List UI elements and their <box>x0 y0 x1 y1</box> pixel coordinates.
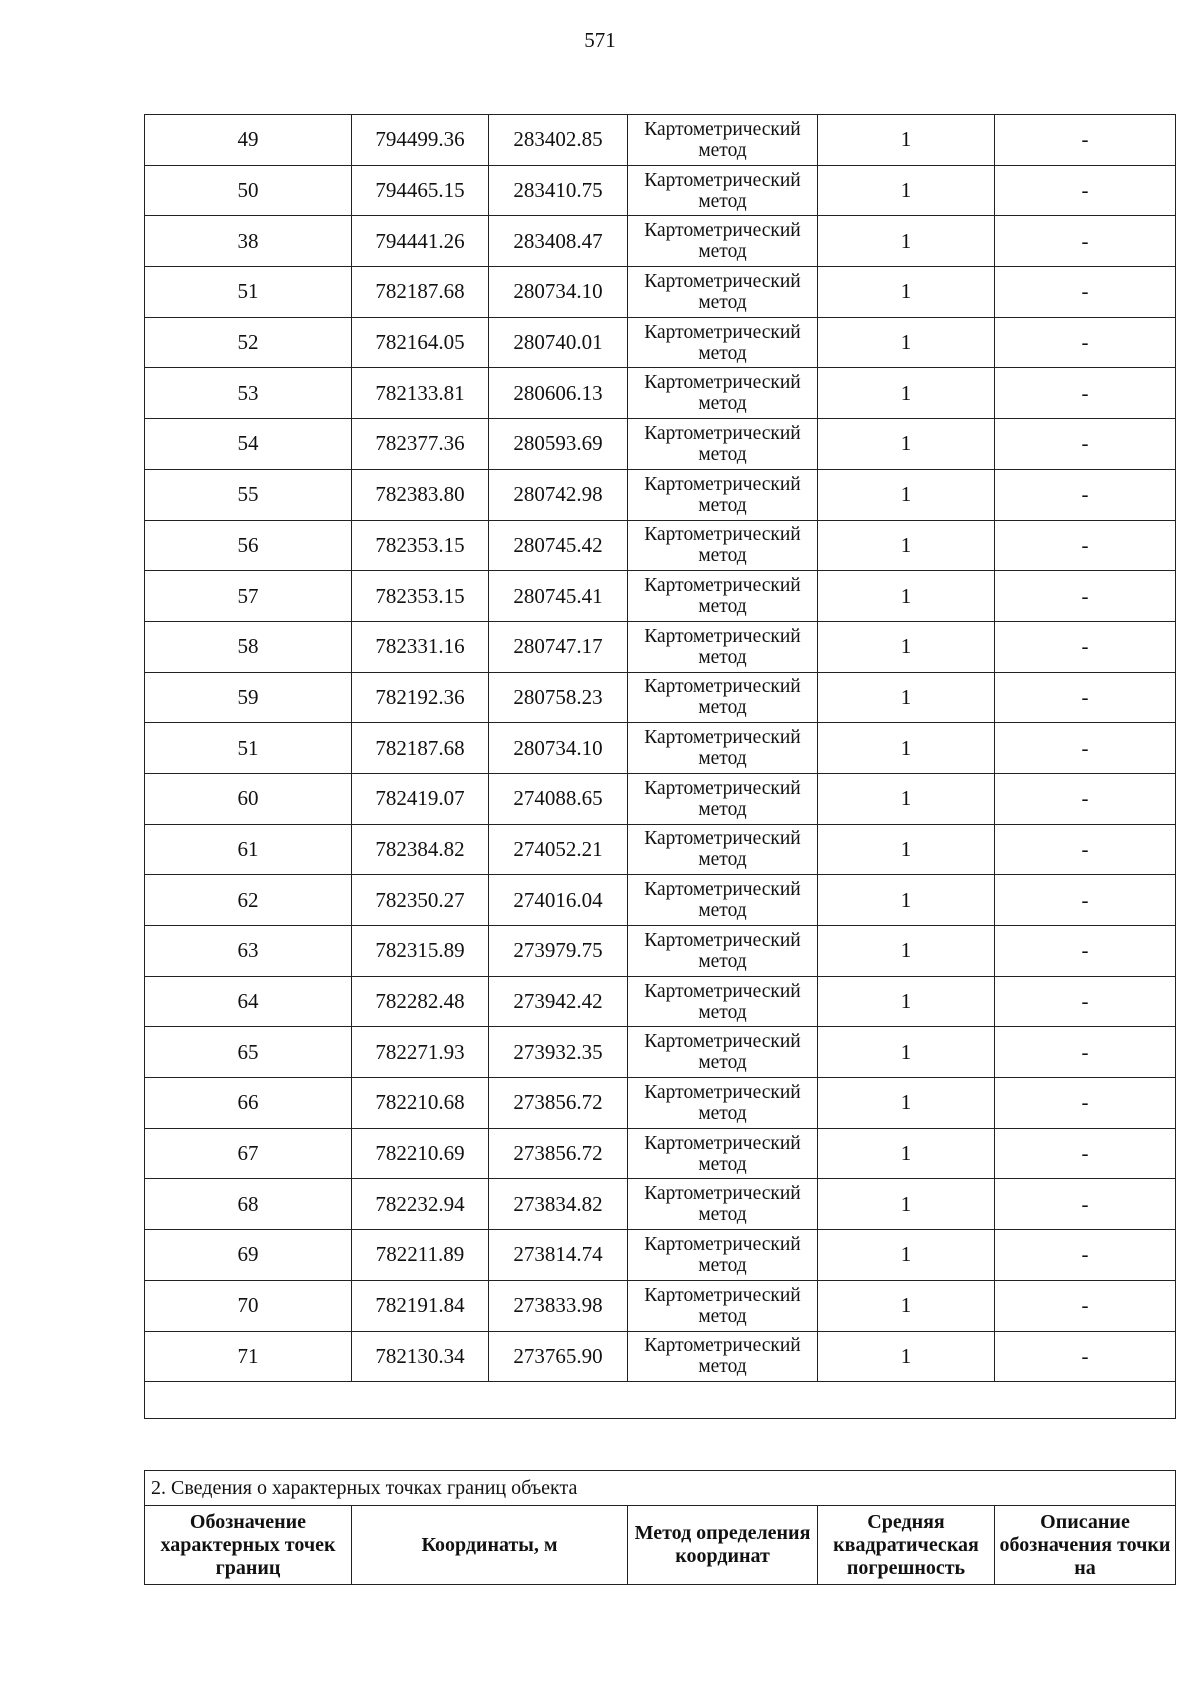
cell-description: - <box>995 216 1176 267</box>
cell-y: 280745.42 <box>489 520 628 571</box>
cell-x: 794465.15 <box>352 165 489 216</box>
cell-error: 1 <box>818 216 995 267</box>
cell-point: 69 <box>145 1230 352 1281</box>
table-row <box>145 773 1176 824</box>
cell-x: 782383.80 <box>352 469 489 520</box>
cell-point: 64 <box>145 976 352 1027</box>
cell-method: Картометрический метод <box>628 875 818 926</box>
cell-description: - <box>995 1078 1176 1129</box>
cell-y: 280758.23 <box>489 672 628 723</box>
boundary-points-table <box>144 114 1176 1419</box>
cell-method: Картометрический метод <box>628 216 818 267</box>
cell-point: 65 <box>145 1027 352 1078</box>
object-boundary-points-table <box>144 1470 1176 1585</box>
cell-description: - <box>995 672 1176 723</box>
cell-x: 794499.36 <box>352 115 489 166</box>
cell-x: 782282.48 <box>352 976 489 1027</box>
cell-x: 782232.94 <box>352 1179 489 1230</box>
cell-point: 71 <box>145 1331 352 1382</box>
table-row <box>145 571 1176 622</box>
cell-method: Картометрический метод <box>628 267 818 318</box>
table-row <box>145 368 1176 419</box>
cell-y: 283402.85 <box>489 115 628 166</box>
cell-error: 1 <box>818 571 995 622</box>
cell-method: Картометрический метод <box>628 469 818 520</box>
table-row <box>145 1280 1176 1331</box>
cell-method: Картометрический метод <box>628 1230 818 1281</box>
cell-error: 1 <box>818 723 995 774</box>
cell-description: - <box>995 621 1176 672</box>
cell-y: 273814.74 <box>489 1230 628 1281</box>
section-title: 2. Сведения о характерных точках границ объекта <box>145 1471 1176 1506</box>
cell-point: 51 <box>145 267 352 318</box>
cell-y: 273834.82 <box>489 1179 628 1230</box>
cell-description: - <box>995 571 1176 622</box>
cell-y: 283408.47 <box>489 216 628 267</box>
section-title-row <box>145 1471 1176 1506</box>
table-row <box>145 672 1176 723</box>
cell-error: 1 <box>818 469 995 520</box>
cell-point: 62 <box>145 875 352 926</box>
cell-point: 59 <box>145 672 352 723</box>
table-row <box>145 621 1176 672</box>
header-point: Обозначение характерных точек границ <box>145 1506 352 1585</box>
cell-error: 1 <box>818 976 995 1027</box>
cell-method: Картометрический метод <box>628 419 818 470</box>
cell-x: 782377.36 <box>352 419 489 470</box>
cell-method: Картометрический метод <box>628 723 818 774</box>
cell-method: Картометрический метод <box>628 976 818 1027</box>
cell-description: - <box>995 1128 1176 1179</box>
cell-x: 782350.27 <box>352 875 489 926</box>
cell-y: 273833.98 <box>489 1280 628 1331</box>
table-row <box>145 317 1176 368</box>
cell-point: 52 <box>145 317 352 368</box>
table-row <box>145 875 1176 926</box>
cell-method: Картометрический метод <box>628 773 818 824</box>
cell-y: 280734.10 <box>489 267 628 318</box>
cell-x: 782353.15 <box>352 520 489 571</box>
cell-y: 280593.69 <box>489 419 628 470</box>
cell-x: 782210.69 <box>352 1128 489 1179</box>
cell-x: 782384.82 <box>352 824 489 875</box>
cell-x: 782211.89 <box>352 1230 489 1281</box>
cell-x: 794441.26 <box>352 216 489 267</box>
cell-y: 273856.72 <box>489 1078 628 1129</box>
cell-method: Картометрический метод <box>628 571 818 622</box>
cell-description: - <box>995 976 1176 1027</box>
cell-method: Картометрический метод <box>628 368 818 419</box>
cell-x: 782130.34 <box>352 1331 489 1382</box>
cell-point: 56 <box>145 520 352 571</box>
header-error: Средняя квадратическая погрешность <box>818 1506 995 1585</box>
cell-error: 1 <box>818 419 995 470</box>
cell-description: - <box>995 824 1176 875</box>
table-row <box>145 1230 1176 1281</box>
cell-point: 60 <box>145 773 352 824</box>
empty-cell <box>145 1382 1176 1419</box>
table-row <box>145 1331 1176 1382</box>
cell-error: 1 <box>818 926 995 977</box>
cell-description: - <box>995 317 1176 368</box>
cell-description: - <box>995 165 1176 216</box>
cell-y: 280742.98 <box>489 469 628 520</box>
cell-description: - <box>995 368 1176 419</box>
header-method: Метод определения координат <box>628 1506 818 1585</box>
table-row <box>145 824 1176 875</box>
cell-method: Картометрический метод <box>628 824 818 875</box>
cell-method: Картометрический метод <box>628 1027 818 1078</box>
cell-y: 280745.41 <box>489 571 628 622</box>
cell-y: 280734.10 <box>489 723 628 774</box>
cell-y: 273932.35 <box>489 1027 628 1078</box>
cell-method: Картометрический метод <box>628 1078 818 1129</box>
cell-point: 58 <box>145 621 352 672</box>
cell-method: Картометрический метод <box>628 1280 818 1331</box>
cell-x: 782315.89 <box>352 926 489 977</box>
boundary-points-table-body <box>145 115 1176 1419</box>
cell-method: Картометрический метод <box>628 165 818 216</box>
table-row <box>145 1128 1176 1179</box>
cell-error: 1 <box>818 1027 995 1078</box>
cell-y: 280747.17 <box>489 621 628 672</box>
cell-x: 782191.84 <box>352 1280 489 1331</box>
table-row <box>145 723 1176 774</box>
cell-point: 50 <box>145 165 352 216</box>
cell-point: 55 <box>145 469 352 520</box>
cell-y: 280740.01 <box>489 317 628 368</box>
cell-point: 38 <box>145 216 352 267</box>
cell-y: 273942.42 <box>489 976 628 1027</box>
cell-point: 68 <box>145 1179 352 1230</box>
cell-error: 1 <box>818 520 995 571</box>
cell-x: 782353.15 <box>352 571 489 622</box>
cell-y: 273765.90 <box>489 1331 628 1382</box>
cell-point: 49 <box>145 115 352 166</box>
cell-method: Картометрический метод <box>628 1331 818 1382</box>
cell-x: 782419.07 <box>352 773 489 824</box>
cell-error: 1 <box>818 1179 995 1230</box>
cell-point: 61 <box>145 824 352 875</box>
cell-point: 70 <box>145 1280 352 1331</box>
cell-method: Картометрический метод <box>628 317 818 368</box>
cell-error: 1 <box>818 1280 995 1331</box>
cell-description: - <box>995 520 1176 571</box>
cell-y: 274088.65 <box>489 773 628 824</box>
cell-error: 1 <box>818 672 995 723</box>
cell-point: 66 <box>145 1078 352 1129</box>
table-row <box>145 469 1176 520</box>
cell-y: 273979.75 <box>489 926 628 977</box>
cell-error: 1 <box>818 165 995 216</box>
cell-y: 273856.72 <box>489 1128 628 1179</box>
cell-description: - <box>995 875 1176 926</box>
cell-method: Картометрический метод <box>628 926 818 977</box>
cell-x: 782164.05 <box>352 317 489 368</box>
header-coordinates: Координаты, м <box>352 1506 628 1585</box>
cell-description: - <box>995 723 1176 774</box>
cell-description: - <box>995 1027 1176 1078</box>
header-description: Описание обозначения точки на <box>995 1506 1176 1585</box>
table-row <box>145 1027 1176 1078</box>
cell-error: 1 <box>818 267 995 318</box>
cell-x: 782192.36 <box>352 672 489 723</box>
cell-y: 280606.13 <box>489 368 628 419</box>
cell-description: - <box>995 1331 1176 1382</box>
cell-description: - <box>995 1230 1176 1281</box>
cell-method: Картометрический метод <box>628 1128 818 1179</box>
cell-description: - <box>995 926 1176 977</box>
cell-error: 1 <box>818 875 995 926</box>
cell-x: 782271.93 <box>352 1027 489 1078</box>
cell-y: 274016.04 <box>489 875 628 926</box>
cell-x: 782187.68 <box>352 267 489 318</box>
table-row <box>145 216 1176 267</box>
cell-method: Картометрический метод <box>628 621 818 672</box>
table-row <box>145 926 1176 977</box>
cell-point: 57 <box>145 571 352 622</box>
cell-description: - <box>995 1280 1176 1331</box>
cell-point: 63 <box>145 926 352 977</box>
table-row <box>145 1078 1176 1129</box>
cell-description: - <box>995 1179 1176 1230</box>
table-row <box>145 520 1176 571</box>
cell-error: 1 <box>818 1078 995 1129</box>
table-row <box>145 1179 1176 1230</box>
cell-method: Картометрический метод <box>628 672 818 723</box>
cell-description: - <box>995 773 1176 824</box>
table-row <box>145 115 1176 166</box>
cell-description: - <box>995 469 1176 520</box>
cell-error: 1 <box>818 368 995 419</box>
cell-y: 274052.21 <box>489 824 628 875</box>
cell-point: 51 <box>145 723 352 774</box>
cell-error: 1 <box>818 1230 995 1281</box>
cell-error: 1 <box>818 621 995 672</box>
cell-y: 283410.75 <box>489 165 628 216</box>
table-row <box>145 165 1176 216</box>
cell-point: 53 <box>145 368 352 419</box>
cell-description: - <box>995 419 1176 470</box>
cell-description: - <box>995 267 1176 318</box>
cell-x: 782133.81 <box>352 368 489 419</box>
table-row <box>145 267 1176 318</box>
cell-error: 1 <box>818 1128 995 1179</box>
cell-point: 67 <box>145 1128 352 1179</box>
cell-x: 782210.68 <box>352 1078 489 1129</box>
cell-error: 1 <box>818 1331 995 1382</box>
table-row <box>145 419 1176 470</box>
cell-error: 1 <box>818 773 995 824</box>
page-number: 571 <box>584 28 616 52</box>
header-row <box>145 1506 1176 1585</box>
cell-x: 782187.68 <box>352 723 489 774</box>
cell-method: Картометрический метод <box>628 1179 818 1230</box>
cell-method: Картометрический метод <box>628 115 818 166</box>
cell-description: - <box>995 115 1176 166</box>
table-row <box>145 976 1176 1027</box>
cell-x: 782331.16 <box>352 621 489 672</box>
cell-error: 1 <box>818 115 995 166</box>
cell-error: 1 <box>818 317 995 368</box>
cell-method: Картометрический метод <box>628 520 818 571</box>
cell-error: 1 <box>818 824 995 875</box>
empty-row <box>145 1382 1176 1419</box>
cell-point: 54 <box>145 419 352 470</box>
